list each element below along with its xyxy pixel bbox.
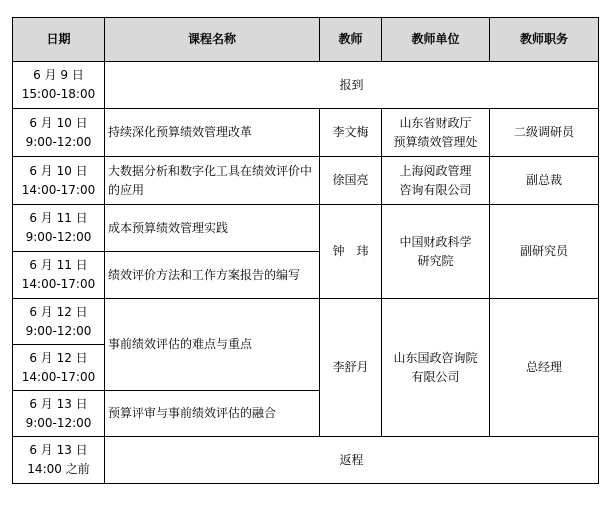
course-cell: 事前绩效评估的难点与重点 [105,299,320,391]
date-cell: 6 月 12 日 9:00-12:00 [13,299,105,345]
course-cell: 大数据分析和数字化工具在绩效评价中的应用 [105,157,320,205]
course-cell: 成本预算绩效管理实践 [105,205,320,252]
course-cell: 绩效评价方法和工作方案报告的编写 [105,252,320,299]
date-cell: 6 月 13 日 9:00-12:00 [13,391,105,437]
table-row [13,205,599,252]
unit-cell: 山东国政咨询院 有限公司 [382,299,490,437]
schedule-table [12,17,599,484]
table-row [13,299,599,345]
header-course: 课程名称 [105,18,320,62]
table-row [13,109,599,157]
header-row [13,18,599,62]
checkout-cell: 返程 [105,437,599,484]
teacher-cell: 李舒月 [320,299,382,437]
date-cell: 6 月 11 日 9:00-12:00 [13,205,105,252]
header-unit: 教师单位 [382,18,490,62]
date-cell: 6 月 12 日 14:00-17:00 [13,345,105,391]
date-cell: 6 月 13 日 14:00 之前 [13,437,105,484]
table-row [13,157,599,205]
course-cell: 预算评审与事前绩效评估的融合 [105,391,320,437]
unit-cell: 上海阅政管理 咨询有限公司 [382,157,490,205]
header-teacher: 教师 [320,18,382,62]
date-cell: 6 月 9 日 15:00-18:00 [13,62,105,109]
title-cell: 副总裁 [490,157,599,205]
title-cell: 总经理 [490,299,599,437]
date-cell: 6 月 10 日 9:00-12:00 [13,109,105,157]
table-row [13,62,599,109]
teacher-cell: 钟 玮 [320,205,382,299]
header-title: 教师职务 [490,18,599,62]
course-cell: 持续深化预算绩效管理改革 [105,109,320,157]
title-cell: 副研究员 [490,205,599,299]
header-date: 日期 [13,18,105,62]
unit-cell: 中国财政科学 研究院 [382,205,490,299]
unit-cell: 山东省财政厅 预算绩效管理处 [382,109,490,157]
teacher-cell: 李文梅 [320,109,382,157]
title-cell: 二级调研员 [490,109,599,157]
date-cell: 6 月 11 日 14:00-17:00 [13,252,105,299]
table-row [13,437,599,484]
checkin-cell: 报到 [105,62,599,109]
teacher-cell: 徐国亮 [320,157,382,205]
date-cell: 6 月 10 日 14:00-17:00 [13,157,105,205]
